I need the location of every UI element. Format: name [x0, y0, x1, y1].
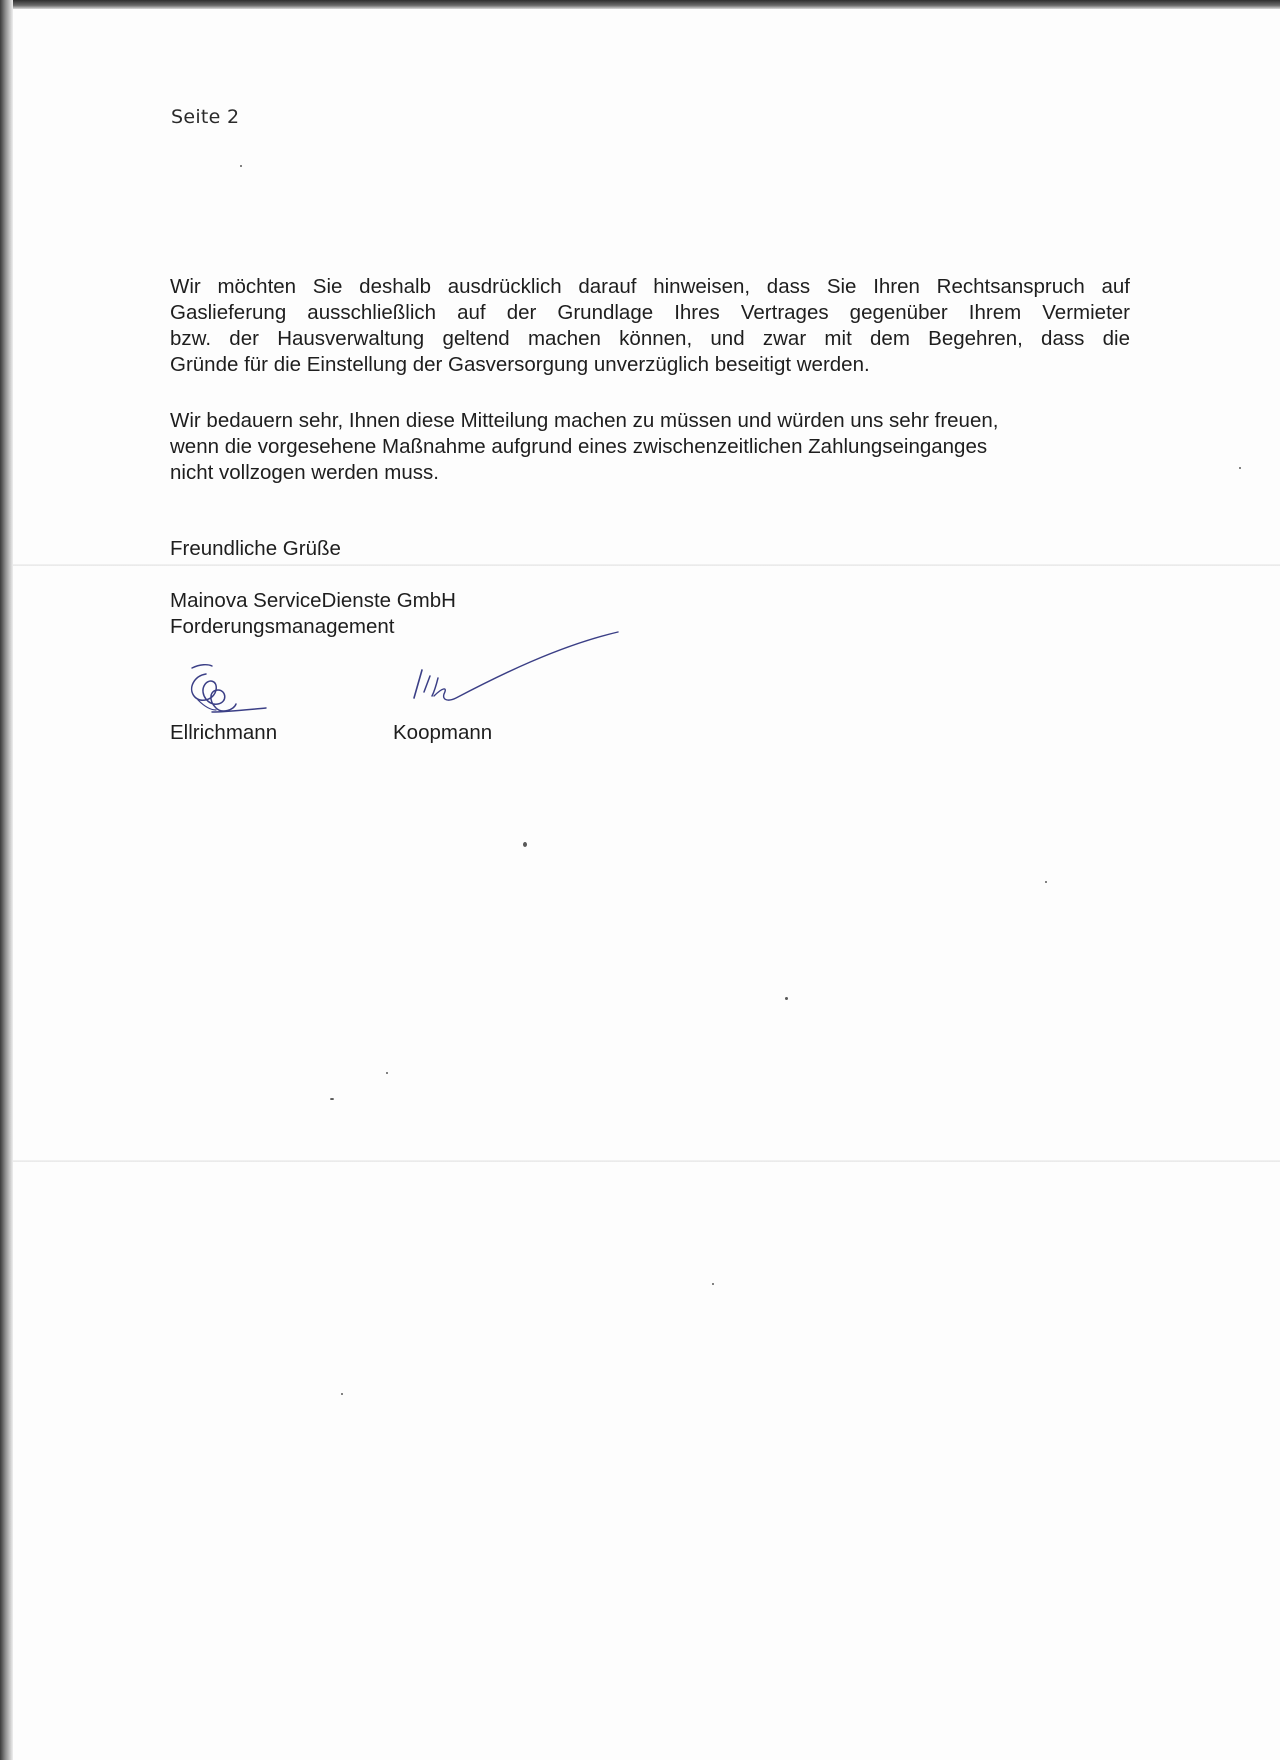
scan-speck: [330, 1098, 334, 1100]
page-number: Seite 2: [171, 106, 240, 128]
paragraph-line: wenn die vorgesehene Maßnahme aufgrund eines zwischenzeitlichen Zahlungseinganges: [170, 435, 988, 458]
scan-speck: [240, 165, 242, 167]
paragraph-line: bzw. der Hausverwaltung geltend machen können, und zwar mit dem Begehren, dass die: [170, 327, 1130, 350]
closing-salutation: Freundliche Grüße: [170, 537, 341, 560]
signatory-ellrichmann: Ellrichmann: [170, 721, 278, 744]
scan-top-edge: [0, 0, 1280, 9]
paragraph-regret: [170, 408, 1130, 486]
scan-speck: [785, 997, 788, 1000]
scan-speck: [341, 1393, 343, 1395]
paragraph-line: Wir möchten Sie deshalb ausdrücklich darauf hinweisen, dass Sie Ihren Rechtsanspruch auf: [170, 275, 1130, 298]
signatory-koopmann: Koopmann: [393, 721, 493, 744]
paper-fold-line-upper: [13, 564, 1280, 566]
scan-speck: [1045, 881, 1047, 883]
paper-fold-line-lower: [13, 1160, 1280, 1162]
department-name: Forderungsmanagement: [170, 615, 395, 638]
paragraph-line: nicht vollzogen werden muss.: [170, 461, 439, 484]
paragraph-legal-notice: [170, 274, 1130, 378]
signature-koopmann: [408, 626, 620, 710]
company-name: Mainova ServiceDienste GmbH: [170, 589, 456, 612]
scan-speck: [1239, 467, 1241, 469]
signature-ellrichmann: [186, 660, 272, 724]
paragraph-line: Gründe für die Einstellung der Gasversorgung unverzüglich beseitigt werden.: [170, 353, 870, 376]
scan-speck: [386, 1072, 388, 1074]
scan-speck: [712, 1283, 714, 1285]
scan-left-edge: [0, 0, 13, 1760]
scan-speck: [523, 842, 527, 847]
paragraph-line: Wir bedauern sehr, Ihnen diese Mitteilung machen zu müssen und würden uns sehr freuen,: [170, 409, 999, 432]
paragraph-line: Gaslieferung ausschließlich auf der Grundlage Ihres Vertrages gegenüber Ihrem Vermieter: [170, 301, 1130, 324]
